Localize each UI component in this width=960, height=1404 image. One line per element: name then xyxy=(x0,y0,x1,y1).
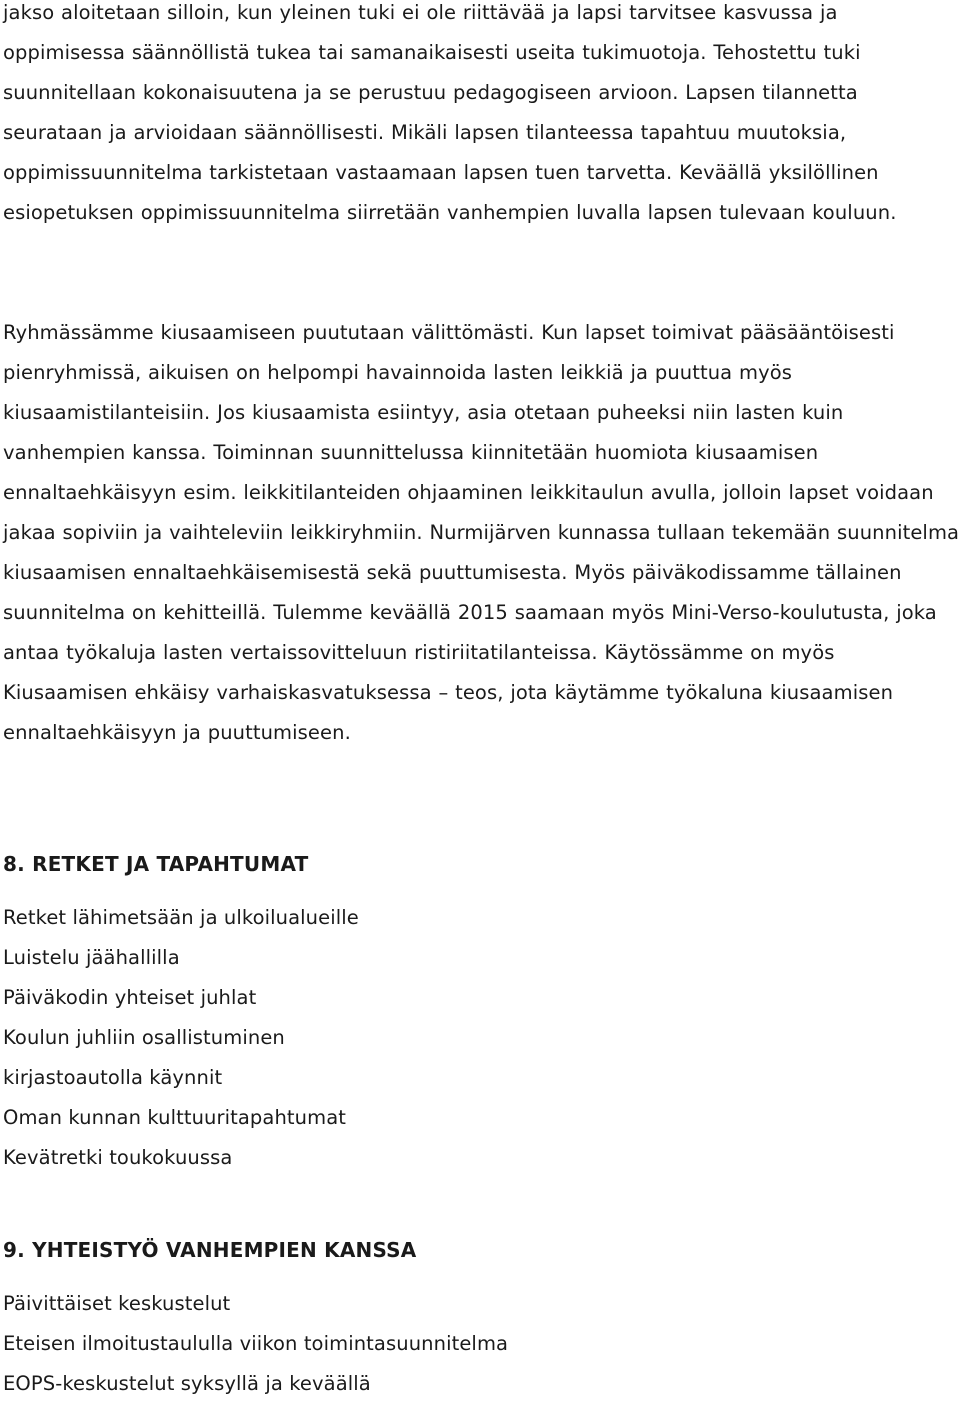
list-item: Eteisen ilmoitustaululla viikon toimintasuunnitelma xyxy=(3,1332,509,1355)
section-number: 8. xyxy=(3,852,25,876)
list-item: Retket lähimetsään ja ulkoilualueille xyxy=(3,906,359,929)
list-item: EOPS-keskustelut syksyllä ja keväällä xyxy=(3,1372,371,1395)
list-item: Päiväkodin yhteiset juhlat xyxy=(3,986,257,1009)
list-item: Luistelu jäähallilla xyxy=(3,946,180,969)
section-heading-parent-cooperation xyxy=(3,1230,416,1270)
paragraph-support: jakso aloitetaan silloin, kun yleinen tuki ei ole riittävää ja lapsi tarvitsee kasvussa ja oppimisessa säännöllistä tukea tai samanaikaisesti useita tukimuotoja. Tehostettu tuki suunnitellaan kokonaisuutena ja se perustuu pedagogiseen arvioon. Lapsen tilannetta seurataan ja arvioidaan säännöllisesti. Mikäli lapsen tilanteessa tapahtuu muutoksia, oppimissuunnitelma tarkistetaan vastaamaan lapsen tuen tarvetta. Keväällä yksilöllinen esiopetuksen oppimissuunnitelma siirretään vanhempien luvalla lapsen tulevaan kouluun. xyxy=(3,1,897,224)
paragraph-bullying: Ryhmässämme kiusaamiseen puututaan välittömästi. Kun lapset toimivat pääsääntöisesti pienryhmissä, aikuisen on helpompi havainnoida lasten leikkiä ja puuttua myös kiusaamistilanteisiin. Jos kiusaamista esiintyy, asia otetaan puheeksi niin lasten kuin vanhempien kanssa. Toiminnan suunnittelussa kiinnitetään huomiota kiusaamisen ennaltaehkäisyyn esim. leikkitilanteiden ohjaaminen leikkitaulun avulla, jolloin lapset voidaan jakaa sopiviin ja vaihteleviin leikkiryhmiin. Nurmijärven kunnassa tullaan tekemään suunnitelma kiusaamisen ennaltaehkäisemisestä sekä puuttumisesta. Myös päiväkodissamme tällainen suunnitelma on kehitteillä. Tulemme keväällä 2015 saamaan myös Mini-Verso-koulutusta, joka antaa työkaluja lasten vertaissovitteluun ristiriitatilanteissa. Käytössämme on myös Kiusaamisen ehkäisy varhaiskasvatuksessa – teos, jota käytämme työkaluna kiusaamisen ennaltaehkäisyyn ja puuttumiseen. xyxy=(3,321,960,744)
section-heading-trips xyxy=(3,844,308,884)
list-item: Kevätretki toukokuussa xyxy=(3,1146,233,1169)
list-trips-events xyxy=(3,898,359,1178)
section-title: RETKET JA TAPAHTUMAT xyxy=(32,852,309,876)
list-item: Päivittäiset keskustelut xyxy=(3,1292,231,1315)
section-number: 9. xyxy=(3,1238,25,1262)
list-item: Koulun juhliin osallistuminen xyxy=(3,1026,285,1049)
list-item: Oman kunnan kulttuuritapahtumat xyxy=(3,1106,347,1129)
list-parent-cooperation xyxy=(3,1284,508,1404)
section-title: YHTEISTYÖ VANHEMPIEN KANSSA xyxy=(32,1238,417,1262)
list-item: kirjastoautolla käynnit xyxy=(3,1066,223,1089)
